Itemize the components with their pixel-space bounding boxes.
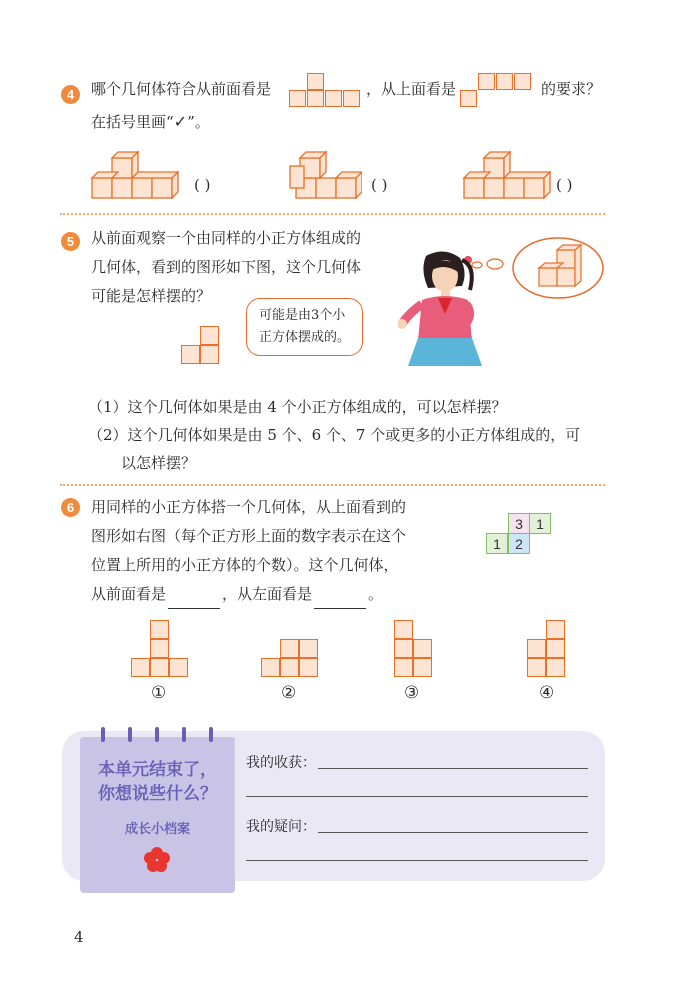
q6-option-figure-3 (394, 620, 436, 678)
grid-cell: 2 (508, 533, 530, 554)
card-title-line-2: 你想说些什么？ (98, 784, 217, 804)
q5-front-view-figure (181, 326, 221, 366)
gain-label: 我的收获： (246, 755, 316, 771)
q6-text-line: 图形如右图（每个正方形上面的数字表示在这个 (91, 527, 407, 545)
q4-front-view-figure (289, 70, 364, 110)
question-number-4: 4 (61, 85, 80, 104)
question-label: 我的疑问： (246, 819, 316, 835)
q6-text-line: 位置上所用的小正方体的个数）。这个几何体， (91, 556, 399, 574)
left-view-blank[interactable] (314, 590, 366, 609)
card-subtitle: 成长小档案 (124, 822, 190, 837)
q4-option-b-shape (286, 150, 362, 202)
card-title-line-1: 本单元结束了， (98, 760, 217, 780)
binder-ring (209, 727, 213, 742)
option-label-4: ④ (539, 683, 555, 703)
q4-answer-paren-c[interactable]: ( ) (556, 176, 573, 194)
top-view-grid (486, 513, 556, 559)
page-number: 4 (74, 928, 84, 946)
grid-cell: 3 (508, 513, 530, 534)
q4-text-a: 哪个几何体符合从前面看是 (91, 80, 272, 98)
flower-icon (144, 847, 170, 873)
q6-option-figure-1 (131, 620, 191, 678)
q6-text-line: 用同样的小正方体搭一个几何体，从上面看到的 (91, 498, 407, 516)
q4-text-b: ，从上面看是 (366, 80, 457, 98)
speech-bubble: 可能是由3个小 正方体摆成的。 (246, 298, 363, 356)
q4-option-a-shape (88, 150, 180, 202)
binder-ring (155, 727, 159, 742)
question-number-5: 5 (61, 232, 80, 251)
front-view-blank[interactable] (168, 590, 220, 609)
q4-answer-paren-a[interactable]: ( ) (194, 176, 211, 194)
q5-sub-question-2: （2）这个几何体如果是由 5 个、6 个、7 个或更多的小正方体组成的，可 (88, 426, 581, 444)
check-mark-icon: ✓ (173, 112, 188, 131)
q6-option-figure-2 (261, 620, 321, 678)
q4-text-c: 的要求？ (541, 80, 602, 98)
option-label-2: ② (281, 683, 297, 703)
q5-text-line: 几何体，看到的图形如下图，这个几何体 (91, 258, 362, 276)
q5-text-line: 可能是怎样摆的？ (91, 287, 212, 305)
q5-sub-question-1: （1）这个几何体如果是由 4 个小正方体组成的，可以怎样摆？ (88, 398, 507, 416)
question-number-6: 6 (61, 498, 80, 517)
q4-instruction: 在括号里画“✓”。 (91, 112, 210, 131)
q4-answer-paren-b[interactable]: ( ) (371, 176, 388, 194)
q6-fill-blank-line: 从前面看是 ，从左面看是 。 (91, 580, 383, 609)
grid-cell: 1 (529, 513, 551, 534)
binder-ring (101, 727, 105, 742)
q4-option-c-shape (460, 150, 552, 202)
option-label-3: ③ (404, 683, 420, 703)
panel-divider (234, 737, 236, 877)
q5-text-line: 从前面观察一个由同样的小正方体组成的 (91, 229, 362, 247)
divider (60, 213, 605, 215)
divider (60, 484, 605, 486)
gain-answer-line[interactable] (318, 768, 588, 769)
binder-ring (182, 727, 186, 742)
question-answer-line[interactable] (246, 860, 588, 861)
q4-top-view-figure (460, 70, 538, 110)
grid-cell: 1 (486, 533, 508, 554)
binder-ring (128, 727, 132, 742)
q6-option-figure-4 (527, 620, 569, 678)
girl-illustration (398, 248, 492, 370)
option-label-1: ① (151, 683, 167, 703)
q5-sub-question-2-cont: 以怎样摆？ (121, 454, 197, 472)
question-answer-line[interactable] (318, 832, 588, 833)
gain-answer-line[interactable] (246, 796, 588, 797)
